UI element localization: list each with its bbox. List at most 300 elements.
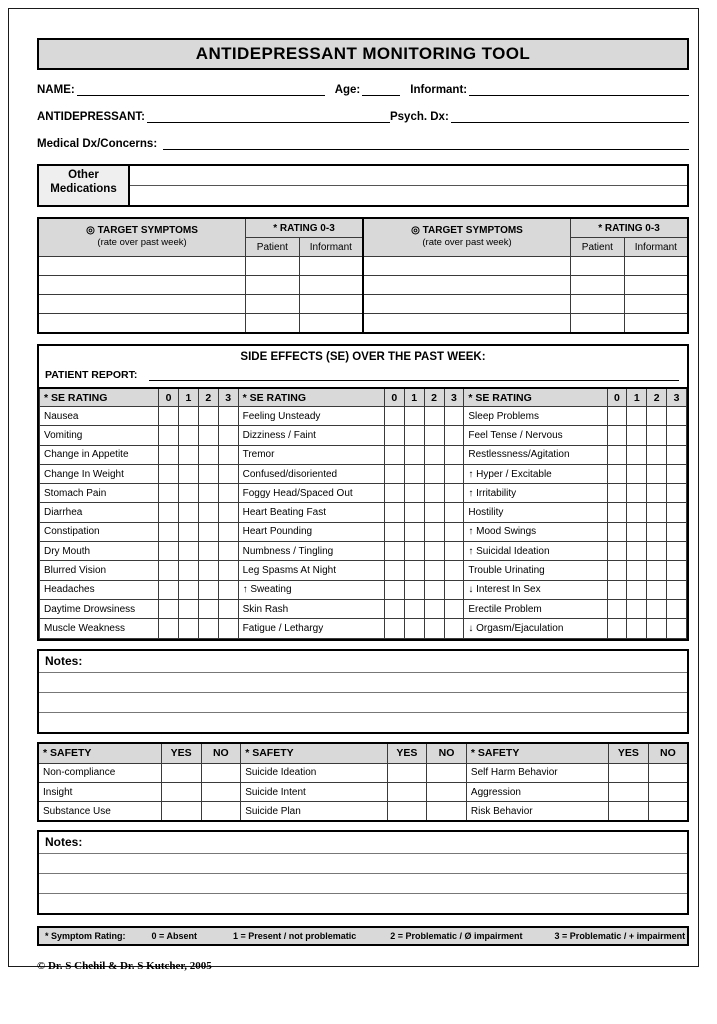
se-checkbox-cell-0[interactable] [607,407,627,426]
target-symptom-left-patient[interactable] [246,314,300,334]
se-checkbox-cell-0[interactable] [607,599,627,618]
se-checkbox-cell-3[interactable] [667,542,687,561]
se-checkbox-cell-0[interactable] [159,522,179,541]
se-checkbox-cell-2[interactable] [424,619,444,638]
se-checkbox-cell-3[interactable] [218,580,238,599]
se-score-header-0: 0 [607,388,627,407]
se-checkbox-cell-1[interactable] [404,580,424,599]
se-item-label: Constipation [40,522,159,541]
se-item-label: Sleep Problems [464,407,607,426]
notes-top-line-2[interactable] [39,693,687,713]
table-row [38,763,688,782]
se-checkbox-cell-3[interactable] [667,407,687,426]
se-checkbox-cell-0[interactable] [159,503,179,522]
se-checkbox-cell-0[interactable] [607,561,627,580]
se-score-header-2: 2 [198,388,218,407]
se-checkbox-cell-0[interactable] [384,503,404,522]
se-checkbox-cell-1[interactable] [627,484,647,503]
target-symptoms-header-left: ◎ TARGET SYMPTOMS (rate over past week) [38,218,246,257]
se-checkbox-cell-3[interactable] [667,599,687,618]
target-symptoms-header-row [38,218,688,238]
target-symptom-right-patient[interactable] [571,295,625,314]
form-sheet [37,38,689,972]
se-checkbox-cell-2[interactable] [647,503,667,522]
se-checkbox-cell-0[interactable] [159,407,179,426]
safety-checkbox-cell-no[interactable] [201,782,241,801]
legend-item-2: 2 = Problematic / Ø impairment [390,931,523,942]
bullseye-icon: ◎ [411,225,420,236]
se-checkbox-cell-0[interactable] [159,464,179,483]
psych-dx-label: Psych. Dx: [389,111,449,123]
se-checkbox-cell-3[interactable] [444,484,464,503]
table-row [38,295,688,314]
se-checkbox-cell-0[interactable] [384,464,404,483]
target-symptom-left-patient[interactable] [246,276,300,295]
se-checkbox-cell-1[interactable] [404,561,424,580]
se-checkbox-cell-1[interactable] [179,426,199,445]
se-item-label: Confused/disoriented [238,464,384,483]
se-item-label: Trouble Urinating [464,561,607,580]
se-checkbox-cell-0[interactable] [607,522,627,541]
target-symptoms-table [37,217,689,334]
se-checkbox-cell-1[interactable] [627,503,647,522]
se-checkbox-cell-1[interactable] [179,542,199,561]
safety-no-header-3: NO [648,743,688,764]
se-score-header-3: 3 [667,388,687,407]
se-checkbox-cell-3[interactable] [218,503,238,522]
target-symptom-left-informant[interactable] [299,295,363,314]
antidepressant-input[interactable] [147,110,390,123]
se-checkbox-cell-2[interactable] [647,619,667,638]
se-checkbox-cell-0[interactable] [607,503,627,522]
target-symptom-right[interactable] [363,257,571,276]
safety-no-header-1: NO [201,743,241,764]
se-checkbox-cell-1[interactable] [404,619,424,638]
target-symptom-left[interactable] [38,314,246,334]
se-item-label: Diarrhea [40,503,159,522]
se-item-label: ↑ Hyper / Excitable [464,464,607,483]
informant-col-header-left: Informant [299,238,363,257]
psych-dx-input[interactable] [451,110,689,123]
se-checkbox-cell-1[interactable] [627,580,647,599]
se-checkbox-cell-3[interactable] [667,619,687,638]
se-checkbox-cell-0[interactable] [384,619,404,638]
se-header-row [40,388,687,407]
se-item-label: ↑ Sweating [238,580,384,599]
medical-dx-label: Medical Dx/Concerns: [37,138,158,150]
se-checkbox-cell-3[interactable] [218,619,238,638]
table-row [40,464,687,483]
se-checkbox-cell-2[interactable] [198,619,218,638]
se-checkbox-cell-2[interactable] [424,426,444,445]
se-item-label: ↑ Irritability [464,484,607,503]
table-row [38,314,688,334]
safety-yes-header-2: YES [387,743,427,764]
informant-input[interactable] [469,83,689,96]
se-checkbox-cell-2[interactable] [647,580,667,599]
se-checkbox-cell-3[interactable] [218,599,238,618]
patient-report-row [39,365,687,387]
se-checkbox-cell-1[interactable] [404,522,424,541]
se-item-label: Leg Spasms At Night [238,561,384,580]
se-checkbox-cell-2[interactable] [424,445,444,464]
target-symptom-right[interactable] [363,276,571,295]
table-row [40,580,687,599]
target-symptom-right-patient[interactable] [571,314,625,334]
se-item-label: ↑ Suicidal Ideation [464,542,607,561]
se-checkbox-cell-3[interactable] [444,407,464,426]
se-checkbox-cell-3[interactable] [444,522,464,541]
se-score-header-0: 0 [159,388,179,407]
notes-bottom-line-3[interactable] [39,894,687,913]
other-medications-input-1[interactable] [130,166,687,186]
se-checkbox-cell-2[interactable] [647,426,667,445]
se-checkbox-cell-3[interactable] [667,580,687,599]
se-checkbox-cell-0[interactable] [159,561,179,580]
se-checkbox-cell-3[interactable] [444,503,464,522]
se-checkbox-cell-3[interactable] [667,426,687,445]
se-checkbox-cell-3[interactable] [667,522,687,541]
age-input[interactable] [362,83,400,96]
se-checkbox-cell-1[interactable] [179,580,199,599]
se-checkbox-cell-0[interactable] [159,580,179,599]
se-checkbox-cell-0[interactable] [159,619,179,638]
se-score-header-2: 2 [647,388,667,407]
se-score-header-3: 3 [218,388,238,407]
se-checkbox-cell-2[interactable] [647,464,667,483]
se-checkbox-cell-1[interactable] [179,484,199,503]
safety-checkbox-cell-yes[interactable] [161,763,201,782]
se-checkbox-cell-2[interactable] [424,503,444,522]
other-medications-block [37,164,689,207]
se-checkbox-cell-3[interactable] [218,407,238,426]
se-checkbox-cell-0[interactable] [384,407,404,426]
table-row [38,276,688,295]
se-checkbox-cell-0[interactable] [384,599,404,618]
se-checkbox-cell-1[interactable] [627,619,647,638]
table-row [40,542,687,561]
se-item-label: Restlessness/Agitation [464,445,607,464]
se-checkbox-cell-0[interactable] [607,484,627,503]
se-checkbox-cell-1[interactable] [404,599,424,618]
se-checkbox-cell-2[interactable] [198,599,218,618]
legend-title: * Symptom Rating: [45,931,126,942]
se-checkbox-cell-1[interactable] [179,407,199,426]
se-score-header-2: 2 [424,388,444,407]
legend-item-3: 3 = Problematic / + impairment [554,931,686,942]
safety-checkbox-cell-no[interactable] [648,763,688,782]
target-symptom-left-patient[interactable] [246,295,300,314]
target-symptom-right-informant[interactable] [624,276,688,295]
table-row [40,599,687,618]
se-checkbox-cell-3[interactable] [444,445,464,464]
se-checkbox-cell-2[interactable] [424,580,444,599]
se-item-label: Feel Tense / Nervous [464,426,607,445]
se-checkbox-cell-0[interactable] [607,542,627,561]
se-item-label: Fatigue / Lethargy [238,619,384,638]
se-checkbox-cell-3[interactable] [667,503,687,522]
se-checkbox-cell-3[interactable] [444,619,464,638]
se-checkbox-cell-2[interactable] [424,599,444,618]
rating-header-right: * RATING 0-3 [571,218,688,238]
se-checkbox-cell-1[interactable] [627,426,647,445]
safety-item-label: Non-compliance [38,763,161,782]
se-checkbox-cell-3[interactable] [444,426,464,445]
se-item-label: ↑ Mood Swings [464,522,607,541]
se-checkbox-cell-0[interactable] [159,484,179,503]
se-checkbox-cell-0[interactable] [159,542,179,561]
safety-yes-header-3: YES [609,743,649,764]
se-item-label: Muscle Weakness [40,619,159,638]
se-score-header-1: 1 [179,388,199,407]
se-checkbox-cell-2[interactable] [198,580,218,599]
se-checkbox-cell-1[interactable] [627,407,647,426]
se-checkbox-cell-0[interactable] [384,561,404,580]
se-checkbox-cell-3[interactable] [444,561,464,580]
se-checkbox-cell-1[interactable] [179,619,199,638]
safety-item-label: Suicide Intent [241,782,387,801]
se-checkbox-cell-1[interactable] [179,561,199,580]
se-score-header-3: 3 [444,388,464,407]
name-row [37,83,689,96]
se-rating-table [39,387,687,639]
safety-item-label: Suicide Ideation [241,763,387,782]
medical-dx-input[interactable] [163,137,689,150]
se-item-label: Stomach Pain [40,484,159,503]
se-checkbox-cell-2[interactable] [198,542,218,561]
se-checkbox-cell-3[interactable] [218,522,238,541]
safety-checkbox-cell-yes[interactable] [609,802,649,822]
se-checkbox-cell-3[interactable] [667,445,687,464]
se-checkbox-cell-0[interactable] [159,599,179,618]
se-item-label: Headaches [40,580,159,599]
se-checkbox-cell-3[interactable] [667,484,687,503]
notes-top-line-3[interactable] [39,713,687,732]
se-checkbox-cell-1[interactable] [627,542,647,561]
se-item-label: Daytime Drowsiness [40,599,159,618]
se-item-label: Foggy Head/Spaced Out [238,484,384,503]
safety-item-label: Insight [38,782,161,801]
page-border [8,8,699,973]
se-checkbox-cell-1[interactable] [404,464,424,483]
legend-item-1: 1 = Present / not problematic [232,931,357,942]
informant-label: Informant: [410,84,468,96]
safety-checkbox-cell-yes[interactable] [161,782,201,801]
se-checkbox-cell-0[interactable] [607,580,627,599]
table-row [40,445,687,464]
se-checkbox-cell-3[interactable] [444,464,464,483]
se-checkbox-cell-1[interactable] [179,599,199,618]
legend-item-0: 0 = Absent [151,931,197,942]
se-checkbox-cell-0[interactable] [384,542,404,561]
safety-checkbox-cell-yes[interactable] [387,763,427,782]
notes-bottom-line-1[interactable] [39,854,687,874]
se-checkbox-cell-2[interactable] [198,407,218,426]
target-symptoms-header-right: ◎ TARGET SYMPTOMS (rate over past week) [363,218,571,257]
se-item-label: Blurred Vision [40,561,159,580]
notes-bottom-block [37,830,689,915]
safety-checkbox-cell-no[interactable] [648,782,688,801]
safety-checkbox-cell-no[interactable] [427,802,467,822]
se-checkbox-cell-3[interactable] [667,561,687,580]
se-checkbox-cell-1[interactable] [404,484,424,503]
se-checkbox-cell-0[interactable] [607,426,627,445]
se-checkbox-cell-0[interactable] [384,580,404,599]
se-checkbox-cell-2[interactable] [647,542,667,561]
se-checkbox-cell-1[interactable] [404,503,424,522]
table-row [38,782,688,801]
se-item-label: Heart Beating Fast [238,503,384,522]
safety-checkbox-cell-yes[interactable] [387,782,427,801]
se-item-label: Erectile Problem [464,599,607,618]
se-checkbox-cell-3[interactable] [218,445,238,464]
se-checkbox-cell-0[interactable] [384,484,404,503]
se-item-label: Nausea [40,407,159,426]
se-checkbox-cell-2[interactable] [198,522,218,541]
notes-bottom-line-2[interactable] [39,874,687,894]
se-checkbox-cell-0[interactable] [159,426,179,445]
safety-header-3: * SAFETY [466,743,608,764]
se-checkbox-cell-1[interactable] [404,445,424,464]
safety-checkbox-cell-yes[interactable] [387,802,427,822]
target-symptom-left-informant[interactable] [299,276,363,295]
se-score-header-1: 1 [627,388,647,407]
se-checkbox-cell-2[interactable] [198,445,218,464]
se-checkbox-cell-1[interactable] [404,407,424,426]
se-checkbox-cell-0[interactable] [607,445,627,464]
se-item-label: Tremor [238,445,384,464]
se-checkbox-cell-3[interactable] [667,464,687,483]
se-checkbox-cell-2[interactable] [424,542,444,561]
safety-checkbox-cell-yes[interactable] [161,802,201,822]
target-symptom-right-informant[interactable] [624,257,688,276]
target-symptom-left[interactable] [38,295,246,314]
target-symptom-left[interactable] [38,276,246,295]
table-row [40,407,687,426]
se-checkbox-cell-2[interactable] [647,484,667,503]
se-checkbox-cell-0[interactable] [384,522,404,541]
patient-col-header-left: Patient [246,238,300,257]
table-row [40,619,687,638]
se-checkbox-cell-2[interactable] [198,561,218,580]
se-checkbox-cell-0[interactable] [159,445,179,464]
se-checkbox-cell-1[interactable] [627,599,647,618]
se-checkbox-cell-0[interactable] [384,426,404,445]
safety-item-label: Risk Behavior [466,802,608,822]
target-symptom-left-patient[interactable] [246,257,300,276]
se-checkbox-cell-2[interactable] [647,522,667,541]
safety-checkbox-cell-no[interactable] [427,763,467,782]
se-checkbox-cell-2[interactable] [424,464,444,483]
se-checkbox-cell-2[interactable] [198,484,218,503]
target-symptom-left-informant[interactable] [299,257,363,276]
target-symptom-right-patient[interactable] [571,276,625,295]
se-checkbox-cell-2[interactable] [647,599,667,618]
se-checkbox-cell-1[interactable] [627,445,647,464]
medical-dx-row [37,137,689,150]
se-checkbox-cell-2[interactable] [647,445,667,464]
se-checkbox-cell-3[interactable] [444,599,464,618]
se-checkbox-cell-1[interactable] [179,503,199,522]
se-checkbox-cell-1[interactable] [627,522,647,541]
table-row [40,503,687,522]
safety-item-label: Self Harm Behavior [466,763,608,782]
safety-checkbox-cell-yes[interactable] [609,782,649,801]
se-checkbox-cell-2[interactable] [647,407,667,426]
table-row [40,426,687,445]
safety-item-label: Substance Use [38,802,161,822]
target-symptom-right-patient[interactable] [571,257,625,276]
se-item-label: Dizziness / Faint [238,426,384,445]
se-checkbox-cell-1[interactable] [179,445,199,464]
se-checkbox-cell-1[interactable] [627,464,647,483]
safety-checkbox-cell-no[interactable] [201,763,241,782]
antidepressant-row [37,110,689,123]
target-symptom-left-informant[interactable] [299,314,363,334]
se-rating-header-2: * SE RATING [238,388,384,407]
notes-top-block [37,649,689,734]
name-input[interactable] [77,83,325,96]
notes-top-line-1[interactable] [39,673,687,693]
safety-checkbox-cell-no[interactable] [201,802,241,822]
se-checkbox-cell-2[interactable] [424,407,444,426]
safety-checkbox-cell-no[interactable] [648,802,688,822]
se-checkbox-cell-3[interactable] [218,561,238,580]
target-symptom-right-informant[interactable] [624,295,688,314]
se-checkbox-cell-3[interactable] [218,464,238,483]
safety-table [37,742,689,823]
se-checkbox-cell-2[interactable] [647,561,667,580]
se-checkbox-cell-1[interactable] [179,464,199,483]
safety-checkbox-cell-no[interactable] [427,782,467,801]
se-checkbox-cell-3[interactable] [218,484,238,503]
se-checkbox-cell-2[interactable] [198,426,218,445]
other-medications-input-2[interactable] [130,186,687,205]
safety-header-1: * SAFETY [38,743,161,764]
se-checkbox-cell-3[interactable] [444,542,464,561]
se-checkbox-cell-2[interactable] [424,561,444,580]
se-checkbox-cell-2[interactable] [198,464,218,483]
se-checkbox-cell-0[interactable] [607,464,627,483]
se-checkbox-cell-2[interactable] [198,503,218,522]
se-item-label: Skin Rash [238,599,384,618]
se-checkbox-cell-3[interactable] [218,542,238,561]
informant-col-header-right: Informant [624,238,688,257]
target-symptom-right[interactable] [363,314,571,334]
se-checkbox-cell-1[interactable] [404,426,424,445]
rating-legend [37,926,689,946]
se-item-label: Numbness / Tingling [238,542,384,561]
se-checkbox-cell-3[interactable] [444,580,464,599]
safety-item-label: Aggression [466,782,608,801]
se-checkbox-cell-1[interactable] [179,522,199,541]
se-checkbox-cell-1[interactable] [627,561,647,580]
target-symptom-right-informant[interactable] [624,314,688,334]
patient-report-input[interactable] [149,368,679,381]
se-checkbox-cell-2[interactable] [424,522,444,541]
target-symptom-left[interactable] [38,257,246,276]
safety-checkbox-cell-yes[interactable] [609,763,649,782]
se-checkbox-cell-3[interactable] [218,426,238,445]
target-symptom-right[interactable] [363,295,571,314]
se-item-label: Change In Weight [40,464,159,483]
se-checkbox-cell-1[interactable] [404,542,424,561]
age-label: Age: [334,84,361,96]
safety-yes-header-1: YES [161,743,201,764]
se-checkbox-cell-2[interactable] [424,484,444,503]
se-checkbox-cell-0[interactable] [607,619,627,638]
se-checkbox-cell-0[interactable] [384,445,404,464]
